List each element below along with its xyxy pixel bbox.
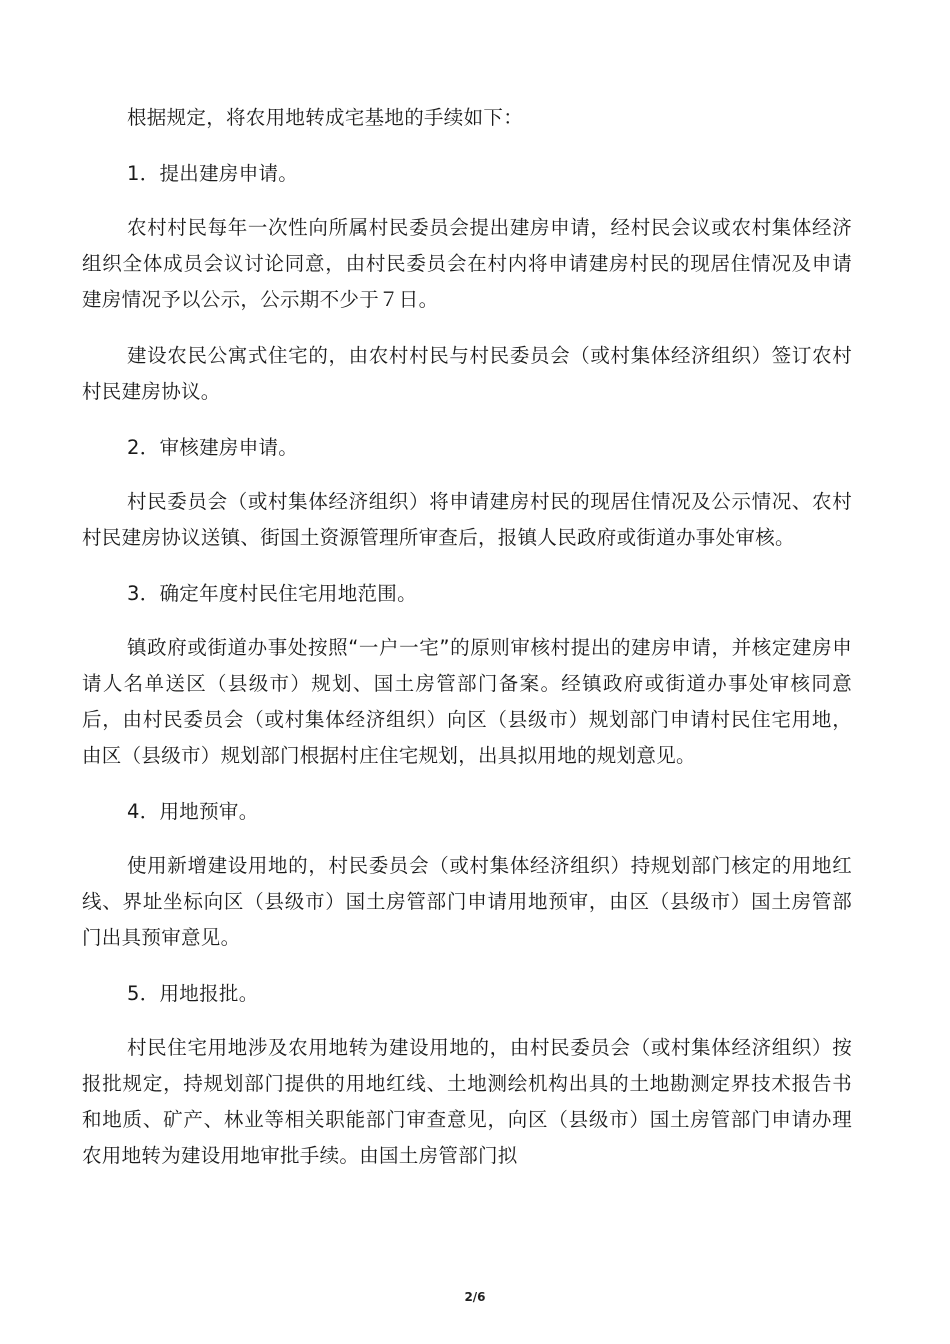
step-1-paragraph-2: 建设农民公寓式住宅的，由农村村民与村民委员会（或村集体经济组织）签订农村村民建房协议。	[82, 344, 852, 403]
page-number: 2/6	[464, 1290, 486, 1304]
step-5-paragraph: 村民住宅用地涉及农用地转为建设用地的，由村民委员会（或村集体经济组织）按报批规定，持规划部门提供的用地红线、土地测绘机构出具的土地勘测定界技术报告书和地质、矿产、林业等相关职能部门审查意见，向区（县级市）国土房管部门申请办理农用地转为建设用地审批手续。由国土房管部门拟	[82, 1036, 852, 1167]
step-5-heading: 5．用地报批。	[127, 982, 259, 1005]
step-3-heading: 3．确定年度村民住宅用地范围。	[127, 582, 417, 605]
step-3-paragraph: 镇政府或街道办事处按照“一户一宅”的原则审核村提出的建房申请，并核定建房申请人名单送区（县级市）规划、国土房管部门备案。经镇政府或街道办事处审核同意后，由村民委员会（或村集体经济组织）向区（县级市）规划部门申请村民住宅用地，由区（县级市）规划部门根据村庄住宅规划，出具拟用地的规划意见。	[82, 636, 852, 767]
document-body	[82, 100, 852, 1194]
step-1-heading: 1．提出建房申请。	[127, 162, 299, 185]
step-2-heading: 2．审核建房申请。	[127, 436, 299, 459]
step-4-paragraph: 使用新增建设用地的，村民委员会（或村集体经济组织）持规划部门核定的用地红线、界址坐标向区（县级市）国土房管部门申请用地预审，由区（县级市）国土房管部门出具预审意见。	[82, 854, 852, 949]
intro-paragraph: 根据规定，将农用地转成宅基地的手续如下：	[127, 106, 524, 129]
step-1-paragraph: 农村村民每年一次性向所属村民委员会提出建房申请，经村民会议或农村集体经济组织全体成员会议讨论同意，由村民委员会在村内将申请建房村民的现居住情况及申请建房情况予以公示，公示期不少于７日。	[82, 216, 852, 311]
step-2-paragraph: 村民委员会（或村集体经济组织）将申请建房村民的现居住情况及公示情况、农村村民建房协议送镇、街国土资源管理所审查后，报镇人民政府或街道办事处审核。	[82, 490, 852, 549]
step-4-heading: 4．用地预审。	[127, 800, 259, 823]
